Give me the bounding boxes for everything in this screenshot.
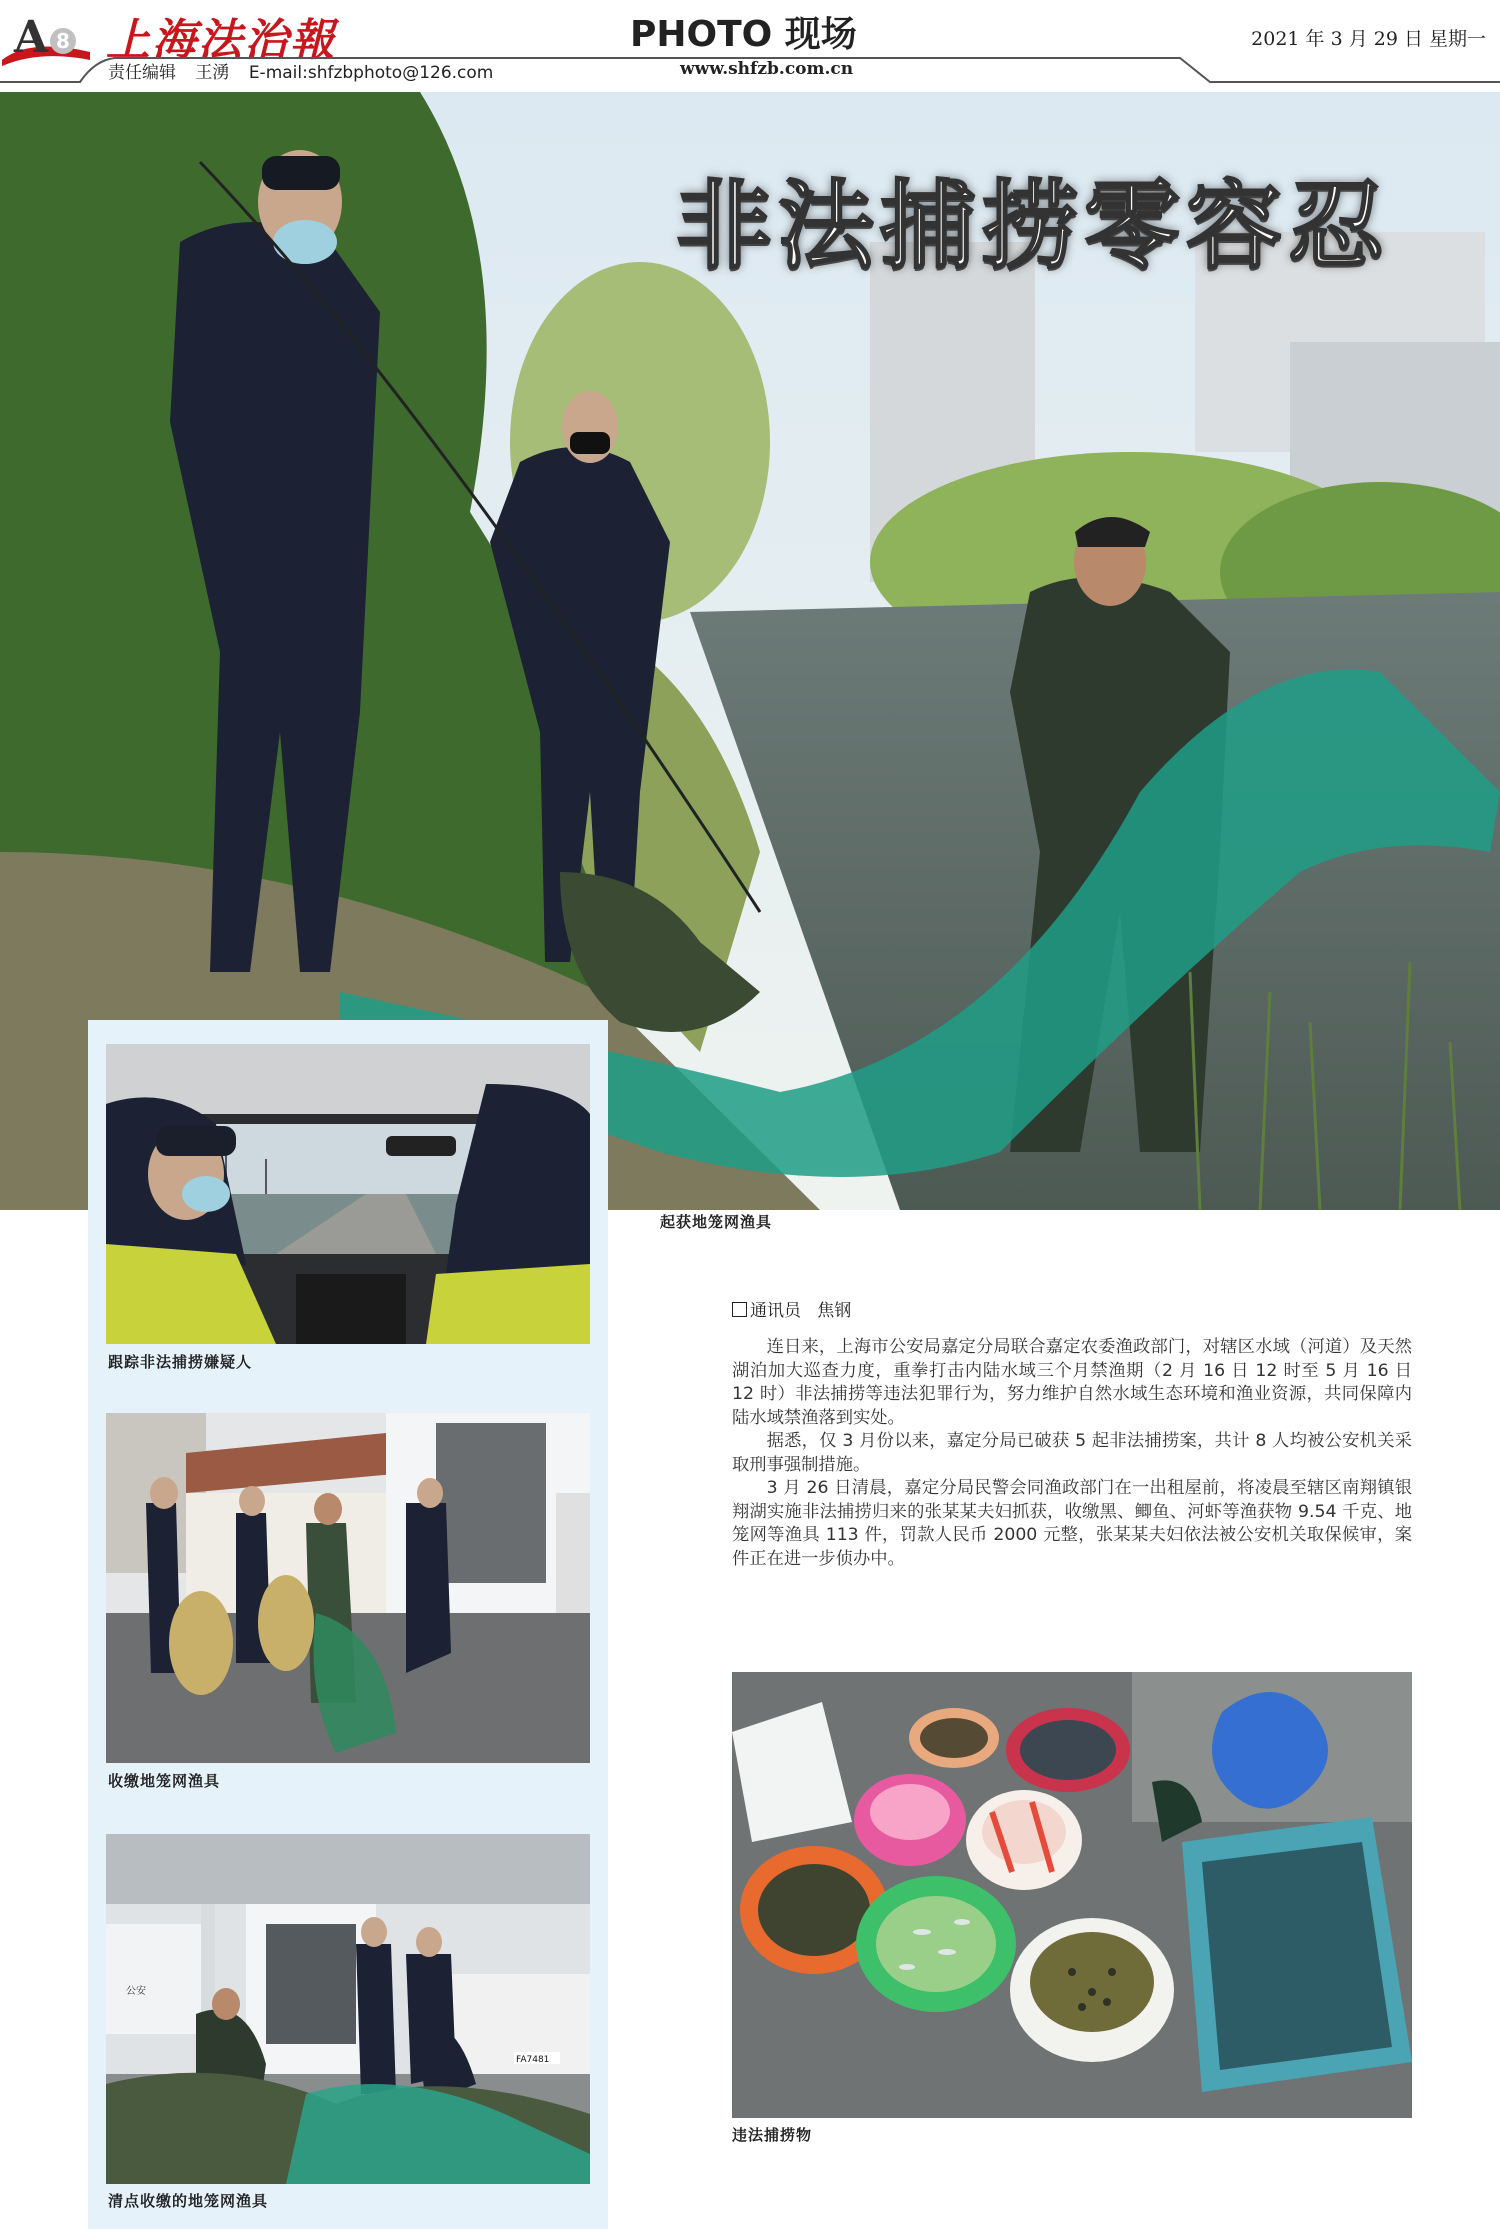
tracking-photo [106,1044,590,1344]
tracking-photo-caption: 跟踪非法捕捞嫌疑人 [108,1353,253,1371]
confiscating-photo-caption: 收缴地笼网渔具 [108,1772,221,1790]
article-paragraph: 连日来，上海市公安局嘉定分局联合嘉定农委渔政部门，对辖区水域（河道）及天然湖泊加大巡查力度，重拳打击内陆水域三个月禁渔期（2 月 16 日 12 时至 5 月 16 日 12 时）非法捕捞等违法犯罪行为，努力维护自然水域生态环境和渔业资源，共同保障内陆水域禁渔落到实处。 [732,1337,1412,1428]
catch-photo [732,1672,1412,2118]
editor-label: 责任编辑 [108,63,176,83]
counting-photo [106,1834,590,2184]
headline: 非法捕捞零容忍 [676,170,1390,282]
counting-photo-caption: 清点收缴的地笼网渔具 [108,2192,269,2210]
masthead-rule [0,56,1500,86]
page-number: 8 [50,28,76,54]
article-paragraph: 3 月 26 日清晨，嘉定分局民警会同渔政部门在一出租屋前，将凌晨至辖区南翔镇银翔湖实施非法捕捞归来的张某某夫妇抓获，收缴黑、鲫鱼、河虾等渔获物 9.54 千克、地笼网等渔具 113 件，罚款人民币 2000 元整，张某某夫妇依法被公安机关取保候审，案件正在进一步侦办中。 [732,1478,1412,1569]
catch-photo-caption: 违法捕捞物 [732,2126,813,2144]
page-letter: A [14,12,49,63]
masthead [0,0,1500,86]
byline-name: 焦钢 [817,1301,852,1321]
byline-role: 通讯员 [750,1301,801,1321]
byline-box-icon [732,1302,747,1317]
site-url: www.shfzb.com.cn [680,59,854,79]
editor-email: E-mail:shfzbphoto@126.com [248,63,494,83]
confiscating-photo [106,1413,590,1763]
article-paragraph: 据悉，仅 3 月份以来，嘉定分局已破获 5 起非法捕捞案，共计 8 人均被公安机关采取刑事强制措施。 [732,1431,1412,1475]
section-title: PHOTO 现场 [630,14,857,55]
van-marking: 公安 [126,1986,146,1997]
paper-name: 上海法治報 [106,15,336,66]
byline [732,1296,851,1321]
article-body [732,1336,1412,1571]
editor-name: 王湧 [195,63,230,83]
issue-date: 2021 年 3 月 29 日 星期一 [1251,28,1486,50]
main-photo-caption: 起获地笼网渔具 [660,1213,773,1231]
license-plate: FA7481 [516,2055,550,2065]
